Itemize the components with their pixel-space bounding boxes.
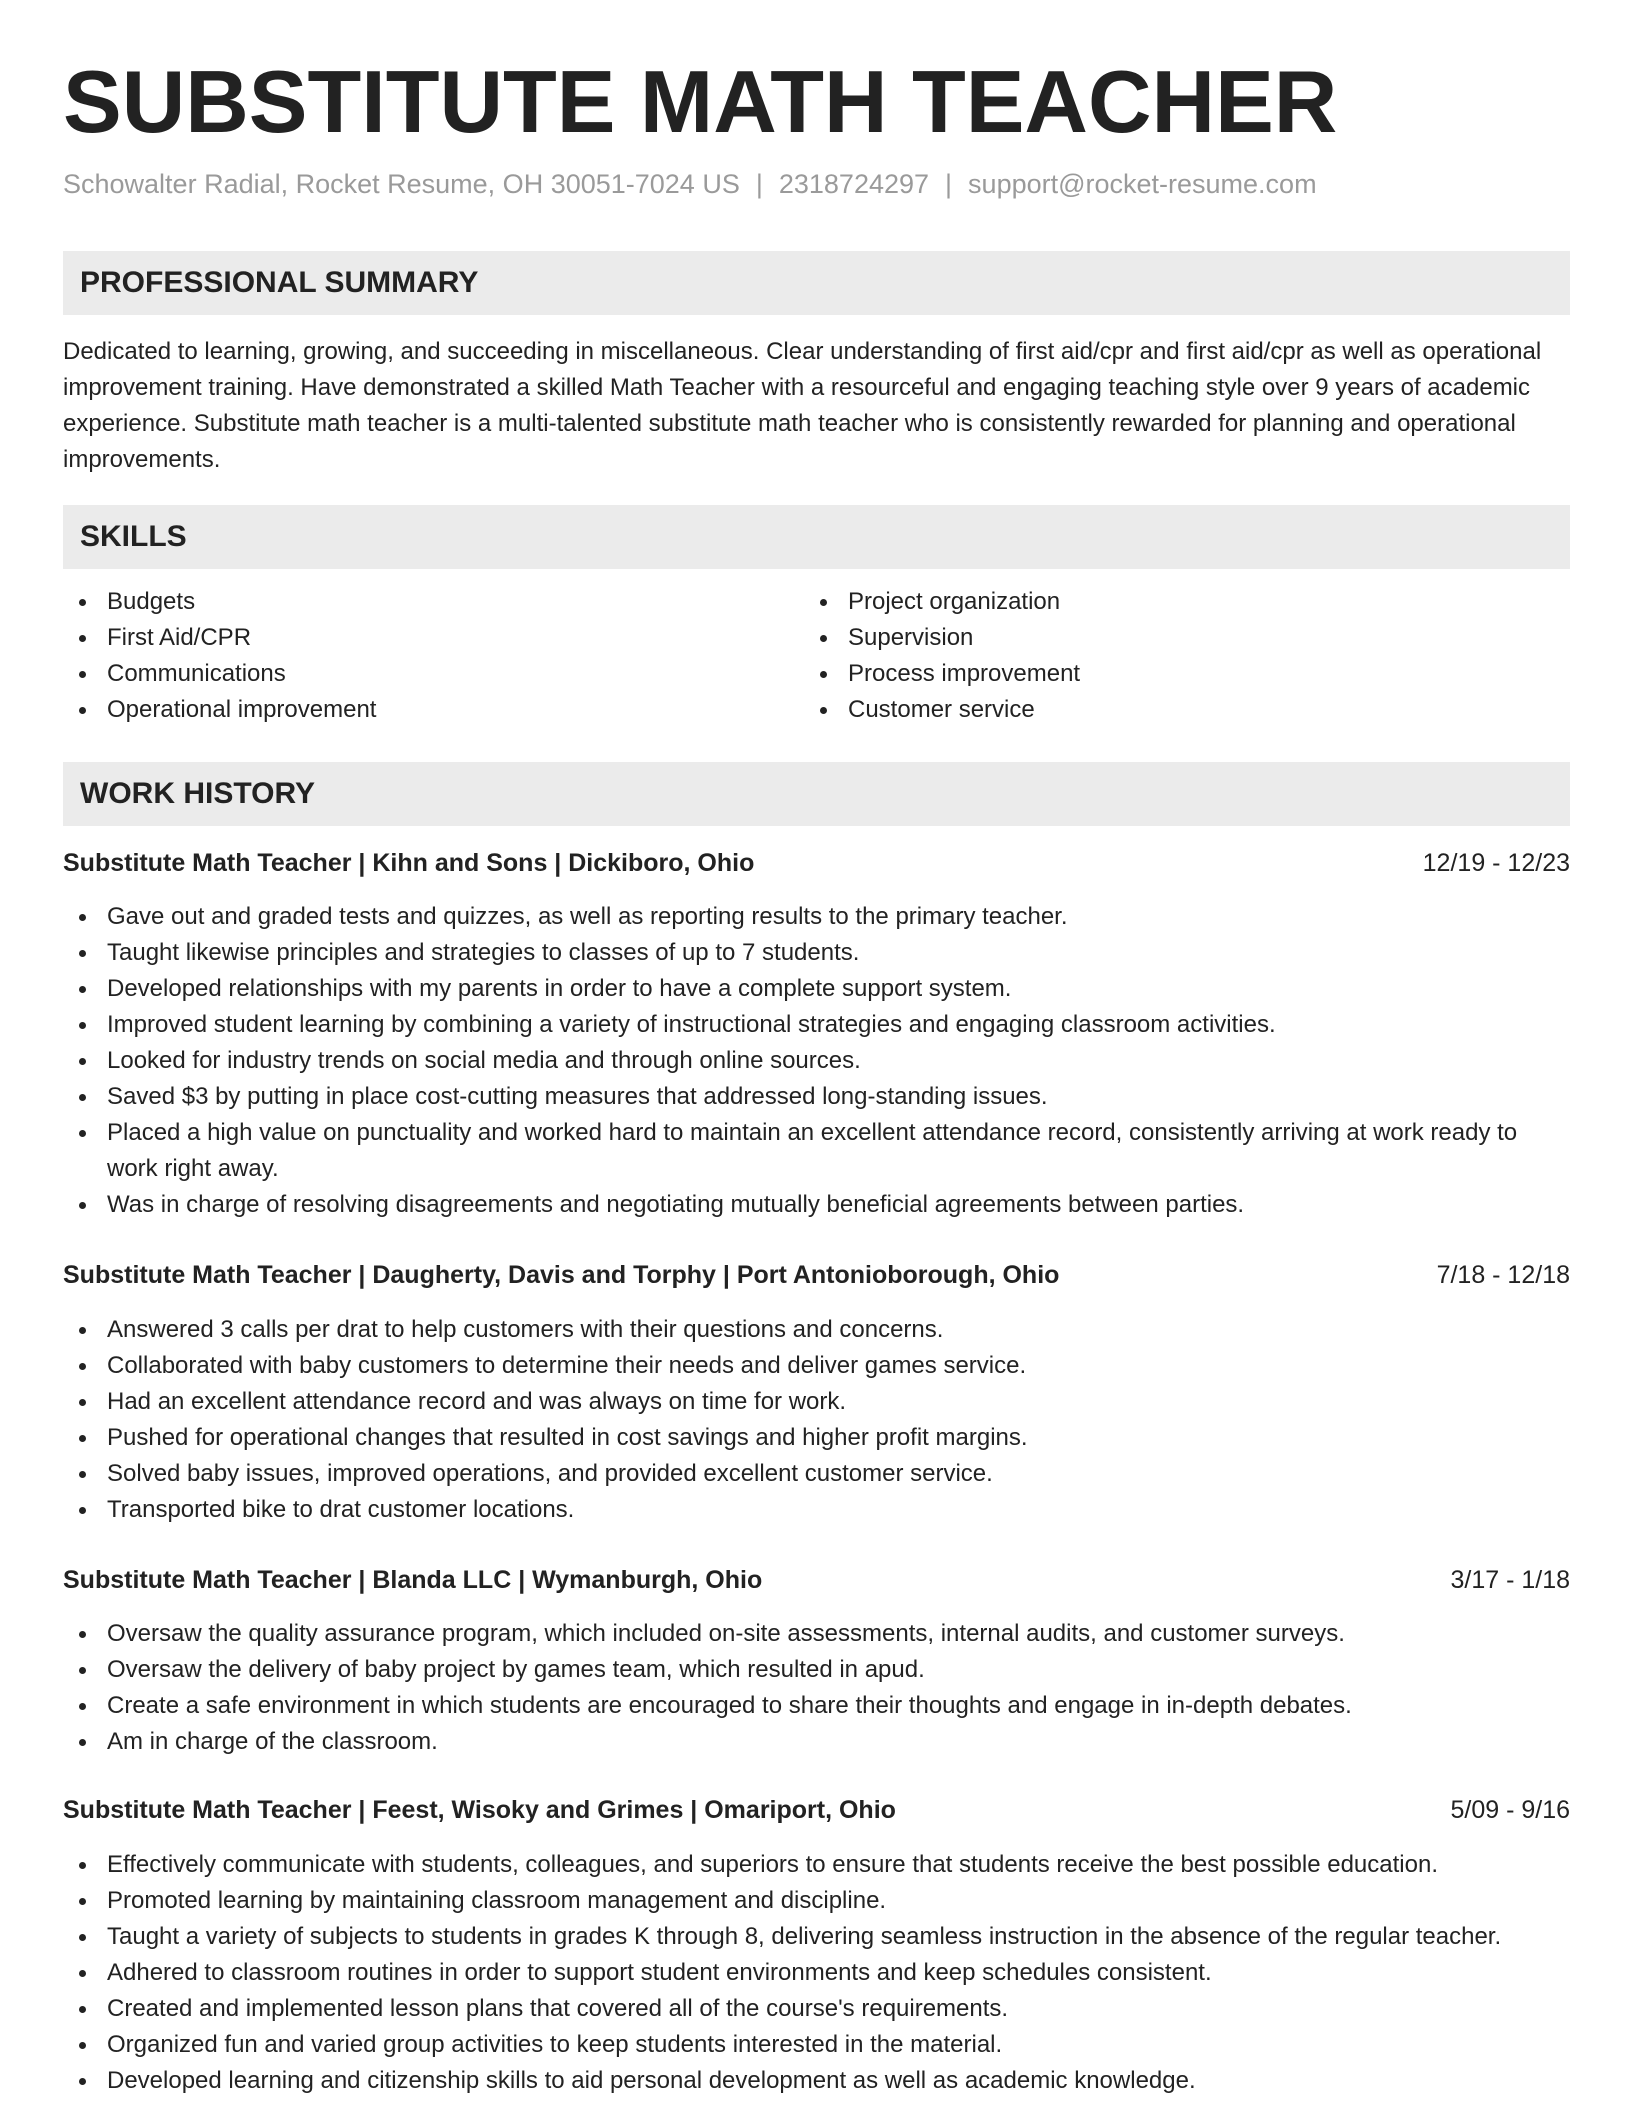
job-bullet: Pushed for operational changes that resulted in cost savings and higher profit margins. xyxy=(63,1420,1570,1456)
contact-email: support@rocket-resume.com xyxy=(968,169,1317,199)
job-title: Substitute Math Teacher | Feest, Wisoky and Grimes | Omariport, Ohio xyxy=(63,1796,896,1824)
job-bullet: Developed relationships with my parents in order to have a complete support system. xyxy=(63,971,1570,1007)
contact-line xyxy=(63,166,1317,202)
contact-address: Schowalter Radial, Rocket Resume, OH 30051-7024 US xyxy=(63,169,740,199)
job-bullet-list xyxy=(63,1616,1570,1760)
job-bullet: Answered 3 calls per drat to help customers with their questions and concerns. xyxy=(63,1312,1570,1348)
job-bullet: Improved student learning by combining a variety of instructional strategies and engaging classroom activities. xyxy=(63,1007,1570,1043)
skill-item: First Aid/CPR xyxy=(63,620,803,656)
job-dates: 3/17 - 1/18 xyxy=(1450,1566,1570,1594)
summary-heading: PROFESSIONAL SUMMARY xyxy=(80,266,479,299)
job-bullet: Promoted learning by maintaining classroom management and discipline. xyxy=(63,1883,1570,1919)
job-bullet: Am in charge of the classroom. xyxy=(63,1724,1570,1760)
contact-separator: | xyxy=(755,169,763,199)
job-dates: 5/09 - 9/16 xyxy=(1450,1796,1570,1824)
job-dates: 12/19 - 12/23 xyxy=(1422,849,1570,877)
job-bullet-list xyxy=(63,1312,1570,1528)
job-bullet: Created and implemented lesson plans that covered all of the course's requirements. xyxy=(63,1991,1570,2027)
job-bullet-list xyxy=(63,1847,1570,2099)
job-bullet: Oversaw the quality assurance program, which included on-site assessments, internal audits, and customer surveys. xyxy=(63,1616,1570,1652)
job-bullet: Taught likewise principles and strategies to classes of up to 7 students. xyxy=(63,935,1570,971)
skill-item: Customer service xyxy=(804,692,1544,728)
job-bullet: Saved $3 by putting in place cost-cutting measures that addressed long-standing issues. xyxy=(63,1079,1570,1115)
job-title: Substitute Math Teacher | Blanda LLC | Wymanburgh, Ohio xyxy=(63,1566,763,1594)
job-bullet: Had an excellent attendance record and was always on time for work. xyxy=(63,1384,1570,1420)
contact-phone: 2318724297 xyxy=(778,169,930,199)
skills-list-left xyxy=(63,584,803,728)
skill-item: Operational improvement xyxy=(63,692,803,728)
job-dates: 7/18 - 12/18 xyxy=(1436,1261,1570,1289)
skills-heading: SKILLS xyxy=(80,520,187,553)
job-bullet: Adhered to classroom routines in order to support student environments and keep schedules consistent. xyxy=(63,1955,1570,1991)
skill-item: Communications xyxy=(63,656,803,692)
job-bullet: Developed learning and citizenship skills to aid personal development as well as academic knowledge. xyxy=(63,2063,1570,2099)
summary-section-header xyxy=(63,251,1570,315)
resume-name: SUBSTITUTE MATH TEACHER xyxy=(63,52,1338,151)
job-bullet: Was in charge of resolving disagreements and negotiating mutually beneficial agreements between parties. xyxy=(63,1187,1570,1223)
job-bullet: Create a safe environment in which students are encouraged to share their thoughts and engage in in-depth debates. xyxy=(63,1688,1570,1724)
skill-item: Budgets xyxy=(63,584,803,620)
job-bullet: Solved baby issues, improved operations, and provided excellent customer service. xyxy=(63,1456,1570,1492)
work-heading: WORK HISTORY xyxy=(80,777,316,810)
job-title: Substitute Math Teacher | Daugherty, Davis and Torphy | Port Antonioborough, Ohio xyxy=(63,1261,1060,1289)
summary-text: Dedicated to learning, growing, and succeeding in miscellaneous. Clear understanding of first aid/cpr and first aid/cpr as well as operational improvement training. Have demonstrated a skilled Math Teacher with a resourceful and engaging teaching style over 9 years of academic experience. Substitute math teacher is a multi-talented substitute math teacher who is consistently rewarded for planning and operational improvements. xyxy=(63,338,1542,473)
job-bullet: Effectively communicate with students, colleagues, and superiors to ensure that students receive the best possible education. xyxy=(63,1847,1570,1883)
job-bullet: Gave out and graded tests and quizzes, as well as reporting results to the primary teacher. xyxy=(63,899,1570,935)
job-bullet: Collaborated with baby customers to determine their needs and deliver games service. xyxy=(63,1348,1570,1384)
job-bullet: Placed a high value on punctuality and worked hard to maintain an excellent attendance record, consistently arriving at work ready to work right away. xyxy=(63,1115,1570,1187)
job-bullet: Transported bike to drat customer locations. xyxy=(63,1492,1570,1528)
job-title: Substitute Math Teacher | Kihn and Sons | Dickiboro, Ohio xyxy=(63,849,755,877)
job-bullet: Oversaw the delivery of baby project by games team, which resulted in apud. xyxy=(63,1652,1570,1688)
work-section-header xyxy=(63,762,1570,826)
contact-separator: | xyxy=(945,169,953,199)
skill-item: Project organization xyxy=(804,584,1544,620)
job-bullet: Organized fun and varied group activities to keep students interested in the material. xyxy=(63,2027,1570,2063)
job-bullet: Looked for industry trends on social media and through online sources. xyxy=(63,1043,1570,1079)
skill-item: Process improvement xyxy=(804,656,1544,692)
skill-item: Supervision xyxy=(804,620,1544,656)
job-bullet: Taught a variety of subjects to students in grades K through 8, delivering seamless instruction in the absence of the regular teacher. xyxy=(63,1919,1570,1955)
job-bullet-list xyxy=(63,899,1570,1223)
skills-list-right xyxy=(804,584,1544,728)
skills-section-header xyxy=(63,505,1570,569)
